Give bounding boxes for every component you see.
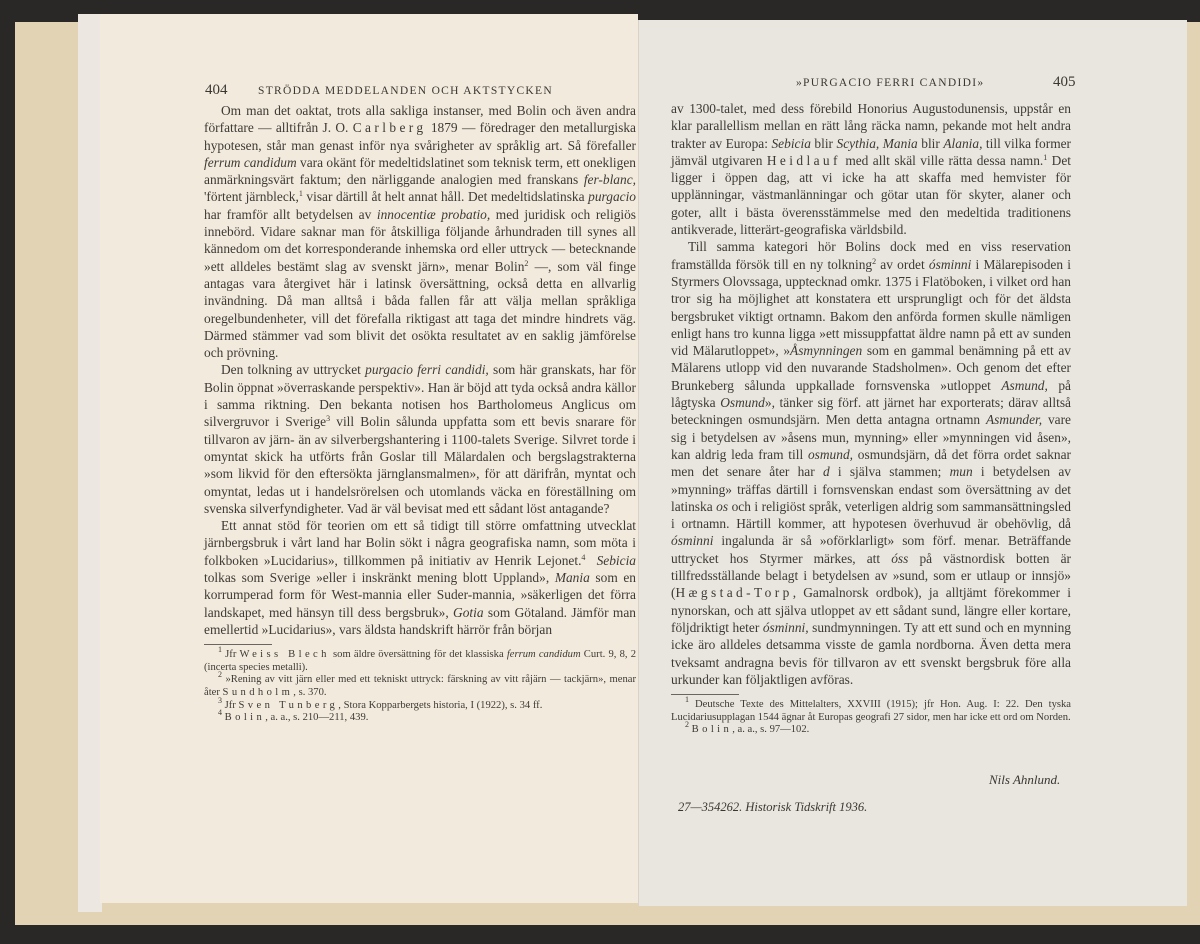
imprint-line: 27—354262. Historisk Tidskrift 1936. (678, 800, 868, 814)
paragraph: Till samma kategori hör Bolins dock med en viss reservation framställda försök till en ny tolkning$^2$ av ordet ósminni i Mälarepisoden i Styrmers Olovssaga, upptecknad omkr. 1375 i Flatöboken, i vilket ord han tror sig ha möjlighet att konstatera ett ursprungligt och för det äldsta bergsbruket viktigt ortnamn. Bakom den anförda formen skulle nämligen enligt hans tro kunna ligga »ett missuppfattat äldre namn på ett av sunden vid Mälarutloppet», »Åsmynningen som en gammal benämning på ett av Mälarens utlopp vid den nuvarande Stadsholmen». Och genom det efter Brunkeberg sålunda uppkallade fornsvenska »utloppet Asmund, på lågtyska Osmund», tänker sig förf. att järnet har exporterats; därav alltså beteckningen osmundsjärn. Men detta antagna ortnamn Asmunder, vare sig i betydelsen av »åsens mun, mynning» eller »mynningen vid åsen», kan aldrig leda fram till osmund, osmundsjärn, då det förra ordet saknar men det senare åter har d i själva stammen; mun i betydelsen av »mynning» träffas därtill i fornsvenskan endast som översättning av det latinska os och i religiöst språk, veterligen aldrig som sammansättningsled i ortnamn. Härtill kommer, att hypotesen överhuvud är obehövlig, då ósminni ingalunda är så »oförklarligt» som förf. menar. Beträffande uttrycket hos Styrmer märkes, att óss på västnordisk botten är tillfredsställande belagt i betydelsen av »sund, som er utlaup or innsjö» (Hægstad-Torp, Gamalnorsk ordbok), ja alltjämt förekommer i nynorskan, och att själva utloppet av ett sådant sund, längre eller kortare, följdriktigt heter ósminni, sundmynningen. Ty att ett sund och en mynning icke äro alldeles detsamma visste de gamla nordborna. Även detta mera tveksamt andragna bevis för tillvaron av ett svenskt bergsbruk före alla urkunder kan följaktligen avföras. (671, 239, 1072, 687)
footnote-ref: 3 (326, 414, 331, 424)
running-head: »PURGACIO FERRI CANDIDI» (796, 77, 985, 89)
right-text-column (671, 100, 1071, 737)
footnote-ref: 4 (581, 552, 586, 562)
footnotes (204, 645, 636, 725)
footnotes (671, 695, 1071, 737)
footnote-ref: 2 (872, 256, 877, 266)
author-signature: Nils Ahnlund. (989, 772, 1061, 787)
footnote: $^4$ Bolin, a. a., s. 210—211, 439. (218, 708, 369, 724)
running-head: STRÖDDA MEDDELANDEN OCH AKTSTYCKEN (258, 85, 553, 97)
footnote-rule (204, 644, 272, 645)
left-page (100, 14, 638, 903)
footnote-ref: 2 (524, 258, 529, 268)
right-page (638, 20, 1187, 906)
page-number: 404 (205, 82, 228, 98)
paragraph: Om man det oaktat, trots alla sakliga instanser, med Bolin och även andra författare — alltifrån J. O. Carlberg 1879 — föredrager den metallurgiska hypotesen, står man genast inför nya svårigheter av språklig art. Så förefaller ferrum candidum vara okänt för medeltidslatinet som teknisk term, ett onekligen anmärkningsvärt faktum; den närliggande analogien med franskans fer-blanc, 'förtent järnbleck,$^1$ visar därtill åt helt annat håll. Det medeltidslatinska purgacio har framför allt betydelsen av innocentiæ probatio, med juridisk och religiös innebörd. Vidare saknar man för åtskilliga följande århundraden till synes all kännedom om det korresponderande inhemska ord eller uttryck — betecknande »ett alldeles bestämt slag av svenskt järn», menar Bolin$^2$ —, som väl finge antagas vara återgivet här i latinsk översättning, också detta en allvarlig invändning. Då man alltså i båda fallen får att välja mellan språkliga oregelbundenheter, vill det förefalla riktigast att taga det mindre hindrets väg. Därmed stämmer vad som blivit det osökta resultatet av en saklig jämförelse och prövning. (204, 103, 636, 361)
footnote: $^2$ »Rening av vitt järn eller med ett tekniskt uttryck: färskning av vitt råjärn — tackjärn», menar åter Sundholm, s. 370. (204, 670, 636, 698)
page-edge-strip (78, 14, 102, 912)
paragraph: Den tolkning av uttrycket purgacio ferri candidi, som här granskats, har för Bolin öppnat »överraskande perspektiv». Han är böjd att tyda också andra källor i samma riktning. Den bekanta notisen hos Bartholomeus Anglicus om silvergruvor i Sverige$^3$ vill Bolin sålunda uppfatta som ett bevis snarare för tillvaron av järn- än av silverbergshantering i 1100-talets Sverige. Silvret torde i omyntat skick ha utförts från Goslar till Mälardalen och bergslagstrakterna »som likvid för den eftersökta järnglansmalmen», för att därifrån, myntat och omyntat, ledas ut i handelsrörelsen och utomlands väcka en föreställning om svenska silverfyndigheter. Vad är väl bevisat med ett sådant löst antagande? (204, 362, 637, 516)
footnote: $^2$ Bolin, a. a., s. 97—102. (685, 720, 810, 736)
footnote: $^1$ Deutsche Texte des Mittelalters, XXVIII (1915); jfr Hon. Aug. I: 22. Den tyska Lucidariusupplagan 1544 ägnar åt Europas geografi 27 sidor, men har icke ett ord om Norden. (671, 695, 1071, 723)
page-number: 405 (1053, 74, 1076, 90)
footnote-ref: 1 (1043, 152, 1048, 162)
paragraph: av 1300-talet, med dess förebild Honorius Augustodunensis, uppstår en klar parallellism mellan en rätt lång räcka namn, pekande mot helt andra trakter av Europa: Sebicia blir Scythia, Mania blir Alania, till vilka former jämväl utgivaren Heidlauf med allt skäl ville rätta dessa namn.$^1$ Det ligger i öppen dag, att vi icke ha att skaffa med hemvister för upplänningar, västmanlänningar och götar utan för skyter, alaner och goter, allt i bästa överensstämmelse med den medeltida traditionens antikverade, litterärt-geografiska världsbild. (671, 101, 1072, 238)
footnote: $^3$ Jfr Sven Tunberg, Stora Kopparbergets historia, I (1922), s. 34 ff. (218, 695, 543, 711)
footnote-rule (671, 694, 739, 695)
footnote: $^1$ Jfr Weiss Blech som äldre översättning för det klassiska ferrum candidum Curt. 9, 8, 2 (incerta species metalli). (204, 645, 636, 673)
left-text-column (204, 102, 636, 725)
paragraph: Ett annat stöd för teorien om ett så tidigt till större omfattning utvecklat järnbergsbruk i vårt land har Bolin sökt i några geografiska namn, som möta i folkboken »Lucidarius», tillkommen på initiativ av Henrik Lejonet.$^4$ Sebicia tolkas som Sverige »eller i inskränkt mening blott Uppland», Mania som en korrumperad form för West-mannia eller Suder-mannia, »säkerligen det förra landskapet, med hänsyn till dess bergsbruk», Gotia som Götaland. Jämför man emellertid »Lucidarius», vars äldsta handskrift härrör från början (204, 518, 637, 637)
footnote-ref: 1 (298, 189, 303, 199)
